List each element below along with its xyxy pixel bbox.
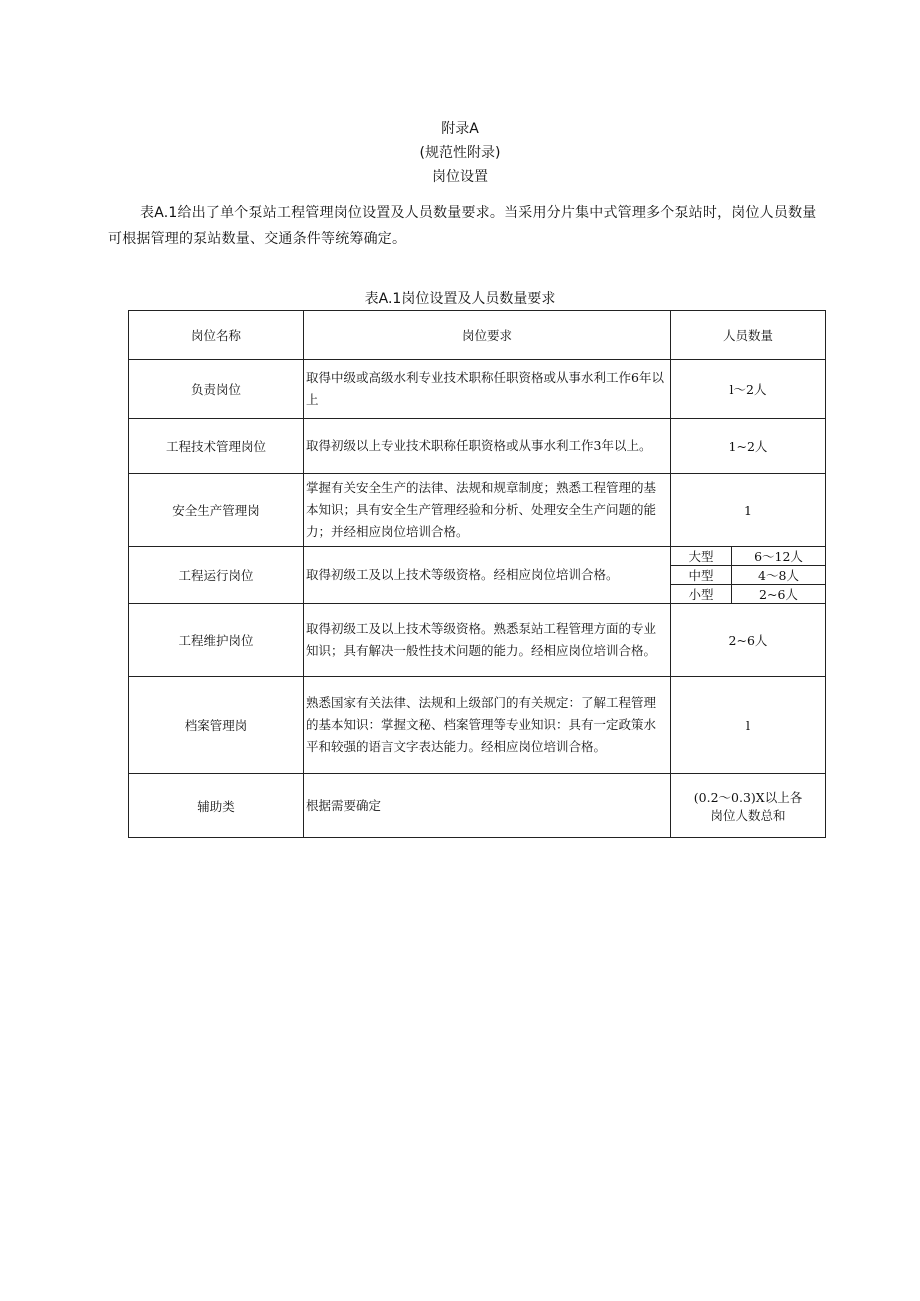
table-row	[129, 604, 826, 677]
station-size: 中型	[671, 566, 732, 585]
size-staff-count: 6～12人	[732, 547, 826, 566]
post-name: 工程维护岗位	[129, 604, 304, 677]
post-name: 负责岗位	[129, 360, 304, 419]
size-staff-count: 4～8人	[732, 566, 826, 585]
table-row	[129, 474, 826, 547]
table-row	[129, 547, 826, 604]
post-requirement: 取得中级或高级水利专业技术职称任职资格或从事水利工作6年以上	[304, 360, 671, 419]
table-row	[129, 677, 826, 774]
post-requirement: 取得初级工及以上技术等级资格。熟悉泵站工程管理方面的专业知识；具有解决一般性技术问题的能力。经相应岗位培训合格。	[304, 604, 671, 677]
table-row	[129, 360, 826, 419]
size-subtable	[671, 547, 825, 603]
station-size: 小型	[671, 585, 732, 604]
staff-count-by-size	[671, 547, 826, 604]
post-requirement: 根据需要确定	[304, 774, 671, 838]
post-requirement: 取得初级工及以上技术等级资格。经相应岗位培训合格。	[304, 547, 671, 604]
appendix-type: (规范性附录)	[419, 145, 501, 161]
post-name: 安全生产管理岗	[129, 474, 304, 547]
staff-count: 1	[671, 474, 826, 547]
size-row	[671, 585, 825, 604]
post-name: 辅助类	[129, 774, 304, 838]
staff-count: (0.2～0.3)X以上各岗位人数总和	[671, 774, 826, 838]
table-header-row	[129, 311, 826, 360]
staff-count: l	[671, 677, 826, 774]
post-requirement: 掌握有关安全生产的法律、法规和规章制度；熟悉工程管理的基本知识；具有安全生产管理经验和分析、处理安全生产问题的能力；并经相应岗位培训合格。	[304, 474, 671, 547]
header-post-name: 岗位名称	[129, 311, 304, 360]
staff-count: 2~6人	[671, 604, 826, 677]
staff-count: l～2人	[671, 360, 826, 419]
post-name: 档案管理岗	[129, 677, 304, 774]
post-requirement: 熟悉国家有关法律、法规和上级部门的有关规定：了解工程管理的基本知识：掌握文秘、档案管理等专业知识：具有一定政策水平和较强的语言文字表达能力。经相应岗位培训合格。	[304, 677, 671, 774]
intro-paragraph: 表A.1给出了单个泵站工程管理岗位设置及人员数量要求。当采用分片集中式管理多个泵站时，岗位人员数量可根据管理的泵站数量、交通条件等统筹确定。	[108, 205, 817, 247]
header-post-requirement: 岗位要求	[304, 311, 671, 360]
staff-count: 1~2人	[671, 419, 826, 474]
post-name: 工程运行岗位	[129, 547, 304, 604]
table-caption: 表A.1岗位设置及人员数量要求	[364, 291, 556, 307]
post-name: 工程技术管理岗位	[129, 419, 304, 474]
table-row	[129, 419, 826, 474]
size-row	[671, 566, 825, 585]
size-staff-count: 2~6人	[759, 587, 798, 602]
station-size: 大型	[671, 547, 732, 566]
table-row	[129, 774, 826, 838]
appendix-subject: 岗位设置	[432, 169, 488, 185]
header-staff-count: 人员数量	[671, 311, 826, 360]
post-requirement: 取得初级以上专业技术职称任职资格或从事水利工作3年以上。	[304, 419, 671, 474]
size-row	[671, 547, 825, 566]
appendix-title: 附录A	[441, 121, 479, 137]
staffing-table	[128, 310, 826, 838]
